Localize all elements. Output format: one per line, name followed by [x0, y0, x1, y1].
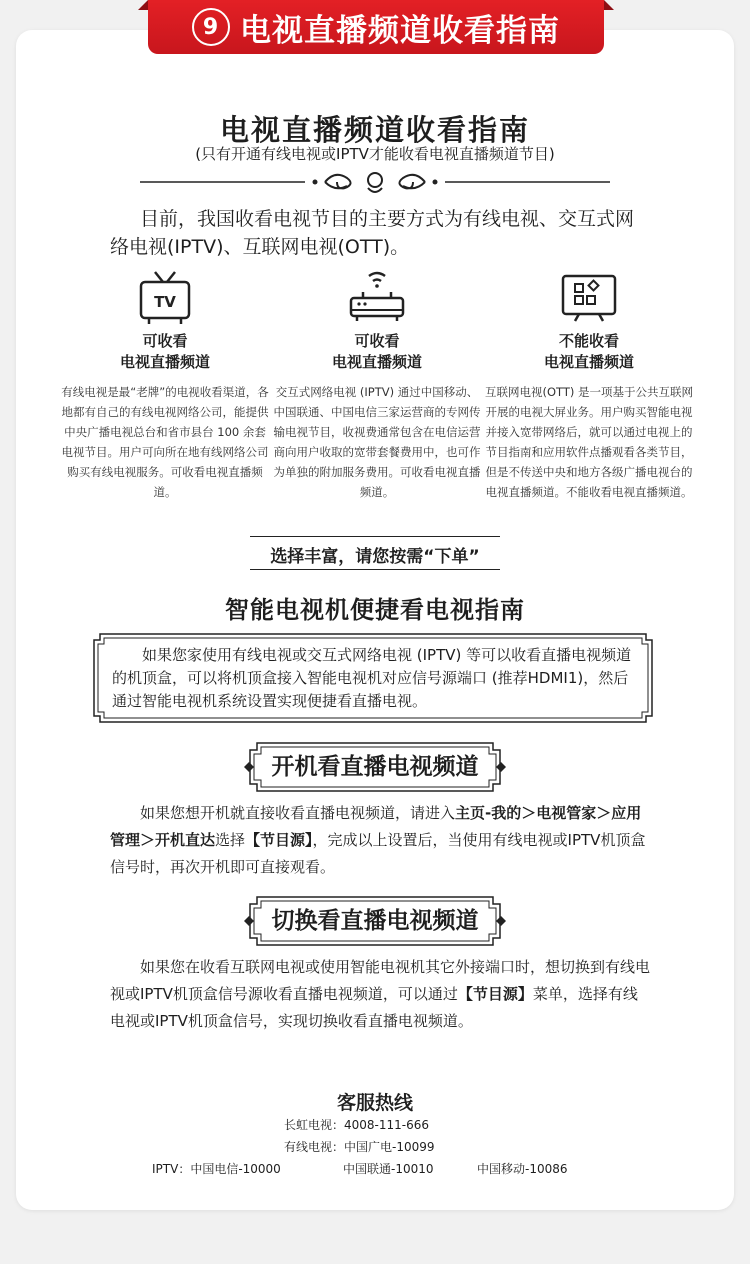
tv-icon: [133, 268, 197, 328]
hotline-title: 客服热线: [336, 1092, 413, 1114]
hotline-unicom: 中国联通-10010: [343, 1162, 434, 1176]
method-cable-desc: 有线电视是最“老牌”的电视收看渠道，各地都有自己的有线电视网络公司，能提供中央广播电视总台和省市县台 100 余套电视节目。用户可向所在地有线网络公司购买有线电视服务。可收看电视直播频道。: [61, 385, 269, 499]
smart-tv-icon: [557, 268, 621, 328]
boot-paragraph: [110, 800, 650, 881]
boot-title: 开机看直播电视频道: [271, 754, 479, 780]
hotline-mobile: 中国移动-10086: [477, 1162, 568, 1176]
method-ott-label1: 不能收看: [558, 332, 619, 350]
boot-text-c: 选择: [215, 831, 246, 849]
method-iptv-label1: 可收看: [354, 332, 400, 350]
guide-title: 电视直播频道收看指南: [219, 113, 530, 147]
boot-title-frame: [243, 740, 507, 794]
method-cable-label1: 可收看: [142, 332, 188, 350]
intro-paragraph: 目前，我国收看电视节目的主要方式为有线电视、交互式网络电视(IPTV)、互联网电视(OTT)。: [110, 208, 635, 258]
choice-divider-text: 选择丰富，请您按需“下单”: [270, 547, 480, 567]
method-iptv-desc: 交互式网络电视 (IPTV) 通过中国移动、中国联通、中国电信三家运营商的专网传输电视节目，收视费通常包含在电信运营商向用户收取的宽带套餐费用中，也可作为单独的附加服务费用。可收看电视直播频道。: [273, 385, 481, 499]
method-cable-label2: 电视直播频道: [119, 353, 210, 371]
boot-menu-path: 主页-我的＞电视管家＞应用管理＞开机直达: [110, 804, 642, 849]
hotline-cable: 有线电视：中国广电-10099: [284, 1140, 435, 1154]
hotline-changhong: 长虹电视：4008-111-666: [284, 1118, 430, 1132]
section-banner: [148, 0, 604, 54]
switch-title-frame: [243, 894, 507, 948]
method-ott: [484, 268, 694, 502]
section-banner-title: 电视直播频道收看指南: [240, 12, 560, 49]
smart-tv-guide-title: 智能电视机便捷看电视指南: [225, 596, 525, 624]
ornament-divider: [140, 168, 610, 198]
method-ott-label2: 电视直播频道: [543, 353, 634, 371]
method-iptv: [272, 268, 482, 502]
hotline-iptv-telecom: IPTV：中国电信-10000: [152, 1162, 281, 1176]
boot-program-source: 【节目源】: [245, 831, 313, 849]
boot-text-e: ，完成以上设置后，当使用有线电视或IPTV机顶盒信号时，再次开机即可直接观看。: [110, 831, 646, 876]
guide-subtitle: (只有开通有线电视或IPTV才能收看电视直播频道节目): [195, 145, 555, 163]
switch-paragraph: [110, 954, 650, 1035]
method-iptv-label2: 电视直播频道: [331, 353, 422, 371]
method-cable: [60, 268, 270, 502]
method-ott-desc: 互联网电视(OTT) 是一项基于公共互联网开展的电视大屏业务。用户购买智能电视并接入宽带网络后，就可以通过电视上的节目指南和应用软件点播观看各类节目，但是不传送中央和地方各级广播电视台的电视直播频道。不能收看电视直播频道。: [484, 385, 694, 499]
router-icon: [345, 268, 409, 328]
switch-title: 切换看直播电视频道: [271, 908, 479, 934]
switch-text-c: 菜单，选择有线电视或IPTV机顶盒信号，实现切换收看直播电视频道。: [110, 985, 638, 1030]
section-number-badge: 9: [192, 8, 230, 46]
smart-tv-note: 如果您家使用有线电视或交互式网络电视 (IPTV) 等可以收看直播电视频道的机顶盒，可以将机顶盒接入智能电视机对应信号源端口 (推荐HDMI1)，然后通过智能电视机系统设置实现便捷看直播电视。: [112, 646, 632, 710]
boot-text-a: 如果您想开机就直接收看直播电视频道，请进入: [140, 804, 456, 822]
svg-text:TV: TV: [154, 293, 176, 311]
switch-program-source: 【节目源】: [457, 985, 533, 1003]
switch-text-a: 如果您在收看互联网电视或使用智能电视机其它外接端口时，想切换到有线电视或IPTV机顶盒信号源收看直播电视频道，可以通过: [110, 958, 651, 1003]
